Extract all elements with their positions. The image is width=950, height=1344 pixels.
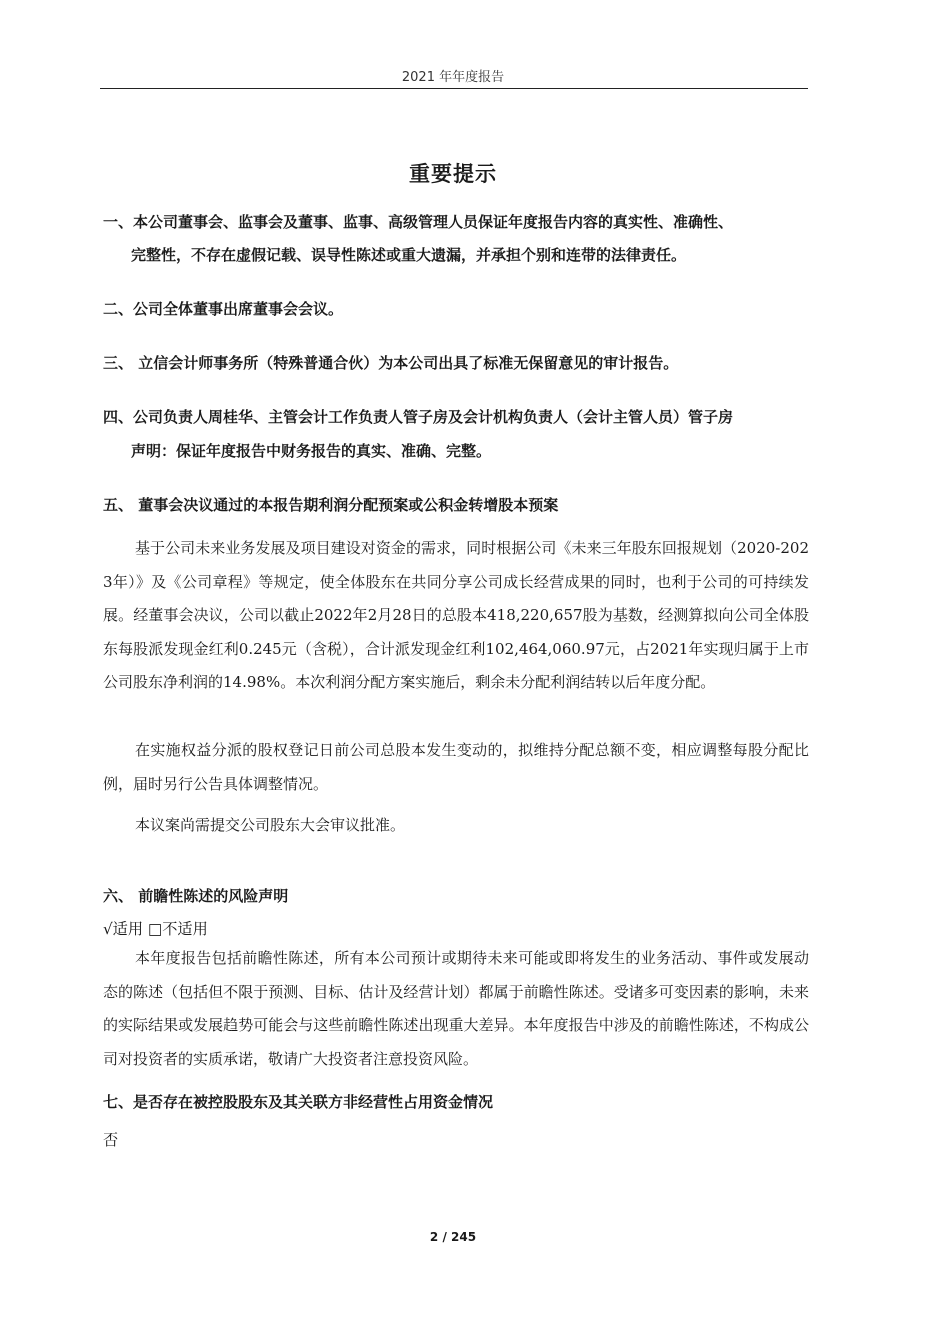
item-four-line2: 声明：保证年度报告中财务报告的真实、准确、完整。 bbox=[131, 442, 492, 460]
item-six-applicable: √适用 □不适用 bbox=[103, 920, 208, 938]
item-seven-heading: 七、是否存在被控股股东及其关联方非经营性占用资金情况 bbox=[103, 1093, 494, 1111]
item-five-paragraph-3: 本议案尚需提交公司股东大会审议批准。 bbox=[135, 816, 406, 834]
page-title: 重要提示 bbox=[409, 162, 497, 186]
item-one-line1: 一、本公司董事会、监事会及董事、监事、高级管理人员保证年度报告内容的真实性、准确性、 bbox=[103, 213, 734, 231]
header-divider bbox=[100, 88, 808, 89]
item-three: 三、 立信会计师事务所（特殊普通合伙）为本公司出具了标准无保留意见的审计报告。 bbox=[103, 354, 679, 372]
item-six-paragraph: 本年度报告包括前瞻性陈述，所有本公司预计或期待未来可能或即将发生的业务活动、事件或发展动态的陈述（包括但不限于预测、目标、估计及经营计划）都属于前瞻性陈述。受诸多可变因素的影响，未来的实际结果或发展趋势可能会与这些前瞻性陈述出现重大差异。本年度报告中涉及的前瞻性陈述，不构成公司对投资者的实质承诺，敬请广大投资者注意投资风险。 bbox=[103, 949, 809, 1068]
item-one-line2: 完整性，不存在虚假记载、误导性陈述或重大遗漏，并承担个别和连带的法律责任。 bbox=[131, 246, 687, 264]
page-number: 2 / 245 bbox=[429, 1230, 477, 1244]
item-six-heading: 六、 前瞻性陈述的风险声明 bbox=[103, 887, 289, 905]
item-five-heading: 五、 董事会决议通过的本报告期利润分配预案或公积金转增股本预案 bbox=[103, 496, 559, 514]
page-header-title: 2021 年年度报告 bbox=[401, 70, 505, 85]
item-five-paragraph-1: 基于公司未来业务发展及项目建设对资金的需求，同时根据公司《未来三年股东回报规划（2020-2023年）》及《公司章程》等规定，使全体股东在共同分享公司成长经营成果的同时，也利于公司的可持续发展。经董事会决议，公司以截止2022年2月28日的总股本418,220,657股为基数，经测算拟向公司全体股东每股派发现金红利0.245元（含税），合计派发现金红利102,464,060.97元，占2021年实现归属于上市公司股东净利润的14.98%。本次利润分配方案实施后，剩余未分配利润结转以后年度分配。 bbox=[103, 539, 809, 692]
item-four-line1: 四、公司负责人周桂华、主管会计工作负责人管子房及会计机构负责人（会计主管人员）管子房 bbox=[103, 408, 734, 426]
item-five-paragraph-2: 在实施权益分派的股权登记日前公司总股本发生变动的，拟维持分配总额不变，相应调整每股分配比例，届时另行公告具体调整情况。 bbox=[103, 741, 809, 793]
item-seven-answer: 否 bbox=[103, 1131, 119, 1149]
item-two: 二、公司全体董事出席董事会会议。 bbox=[103, 300, 344, 318]
